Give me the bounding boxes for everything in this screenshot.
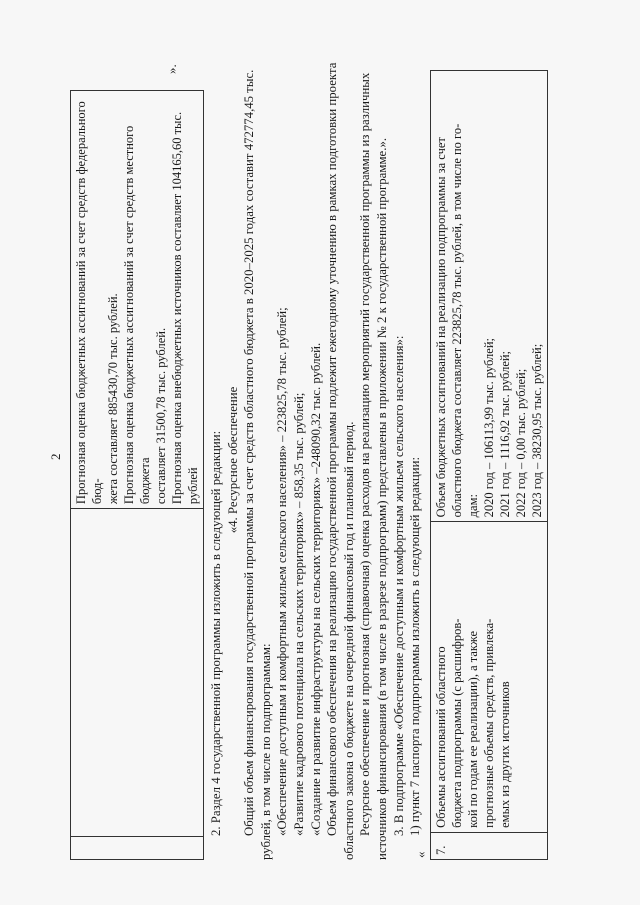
table-row	[71, 91, 204, 860]
row-label-cell	[431, 522, 548, 833]
text-line: 2021 год – 1116,92 тыс. рублей;	[498, 350, 512, 518]
paragraph: 1) пункт 7 паспорта подпрограммы изложить в следующей редакции:	[408, 456, 423, 836]
section-heading: «4. Ресурсное обеспечение	[225, 386, 240, 534]
bottom-table	[430, 70, 548, 860]
paragraph: «Обеспечение доступным и комфортным жильем сельского населения» – 223825,78 тыс. рублей;	[275, 307, 290, 836]
rotated-content	[40, 20, 600, 880]
text-line: дам:	[466, 494, 480, 518]
text-line: 2023 год – 38230,95 тыс. рублей;	[530, 343, 544, 518]
text-line: кой по годам ее реализации), а также	[466, 631, 480, 828]
top-table-text-cell	[71, 91, 204, 509]
text-line: 2020 год – 106113,99 тыс. рублей;	[482, 338, 496, 518]
paragraph: «Создание и развитие инфраструктуры на сельских территориях» –248090,32 тыс. рублей.	[308, 342, 323, 836]
paragraph: «Развитие кадрового потенциала на сельских территориях» – 858,35 тыс. рублей;	[291, 392, 306, 836]
paragraph: Ресурсное обеспечение и прогнозная (справочная) оценка расходов на реализацию мероприятий государственной программы из различных источников финансирования (в том числе в разрезе подпрограмм) представлены в приложении № 2 к государственной программе.».	[358, 72, 389, 860]
text-line: жета составляет 885430,70 тыс. рублей.	[106, 293, 120, 505]
text-line: емых из других источников	[498, 681, 512, 828]
top-table	[70, 90, 204, 860]
text-line: прогнозные объемы средств, привлека-	[482, 618, 496, 828]
text-line: Прогнозная оценка внебюджетных источников составляет 104165,60 тыс. рублей	[170, 111, 200, 505]
text-line: 2022 год – 0,00 тыс. рублей;	[514, 368, 528, 518]
body-text	[208, 60, 424, 860]
text-line: бюджета подпрограммы (с расшифров-	[450, 618, 464, 828]
row-value-cell	[431, 71, 548, 522]
text-line: Прогнозная оценка бюджетных ассигнований за счет средств федерального бюд-	[74, 101, 104, 505]
row-number-cell: 7.	[431, 832, 548, 859]
text-line: составляет 31500,78 тыс. рублей.	[154, 327, 168, 505]
opening-quote: «	[413, 851, 428, 858]
text-line: Объем бюджетных ассигнований на реализацию подпрограммы за счет	[434, 137, 448, 518]
paragraph: Общий объем финансирования государственной программы за счет средств областного бюджета в 2020–2025 годах составит 472774,45 тыс. рублей, в том числе по подпрограммам:	[242, 69, 273, 860]
text-line: Прогнозная оценка бюджетных ассигнований за счет средств местного бюджета	[122, 125, 152, 505]
paragraph: 2. Раздел 4 государственной программы изложить в следующей редакции:	[209, 430, 223, 836]
text-line: Объемы ассигнований областного	[434, 646, 448, 828]
table-cell-empty	[71, 509, 204, 837]
table-cell-empty	[71, 837, 204, 860]
closing-quote: ».	[164, 64, 179, 74]
paragraph: 3. В подпрограмме «Обеспечение доступным и комфортным жильем сельского населения»:	[391, 335, 406, 836]
table-row	[431, 71, 548, 860]
paragraph: Объем финансового обеспечения на реализацию государственной программы подлежит ежегодному уточнению в рамках подготовки проекта областного закона о бюджете на очередной финансовый год и плановый период.	[325, 62, 356, 860]
page-number: 2	[48, 453, 63, 460]
text-line: областного бюджета составляет 223825,78 тыс. рублей, в том числе по го-	[450, 123, 464, 518]
